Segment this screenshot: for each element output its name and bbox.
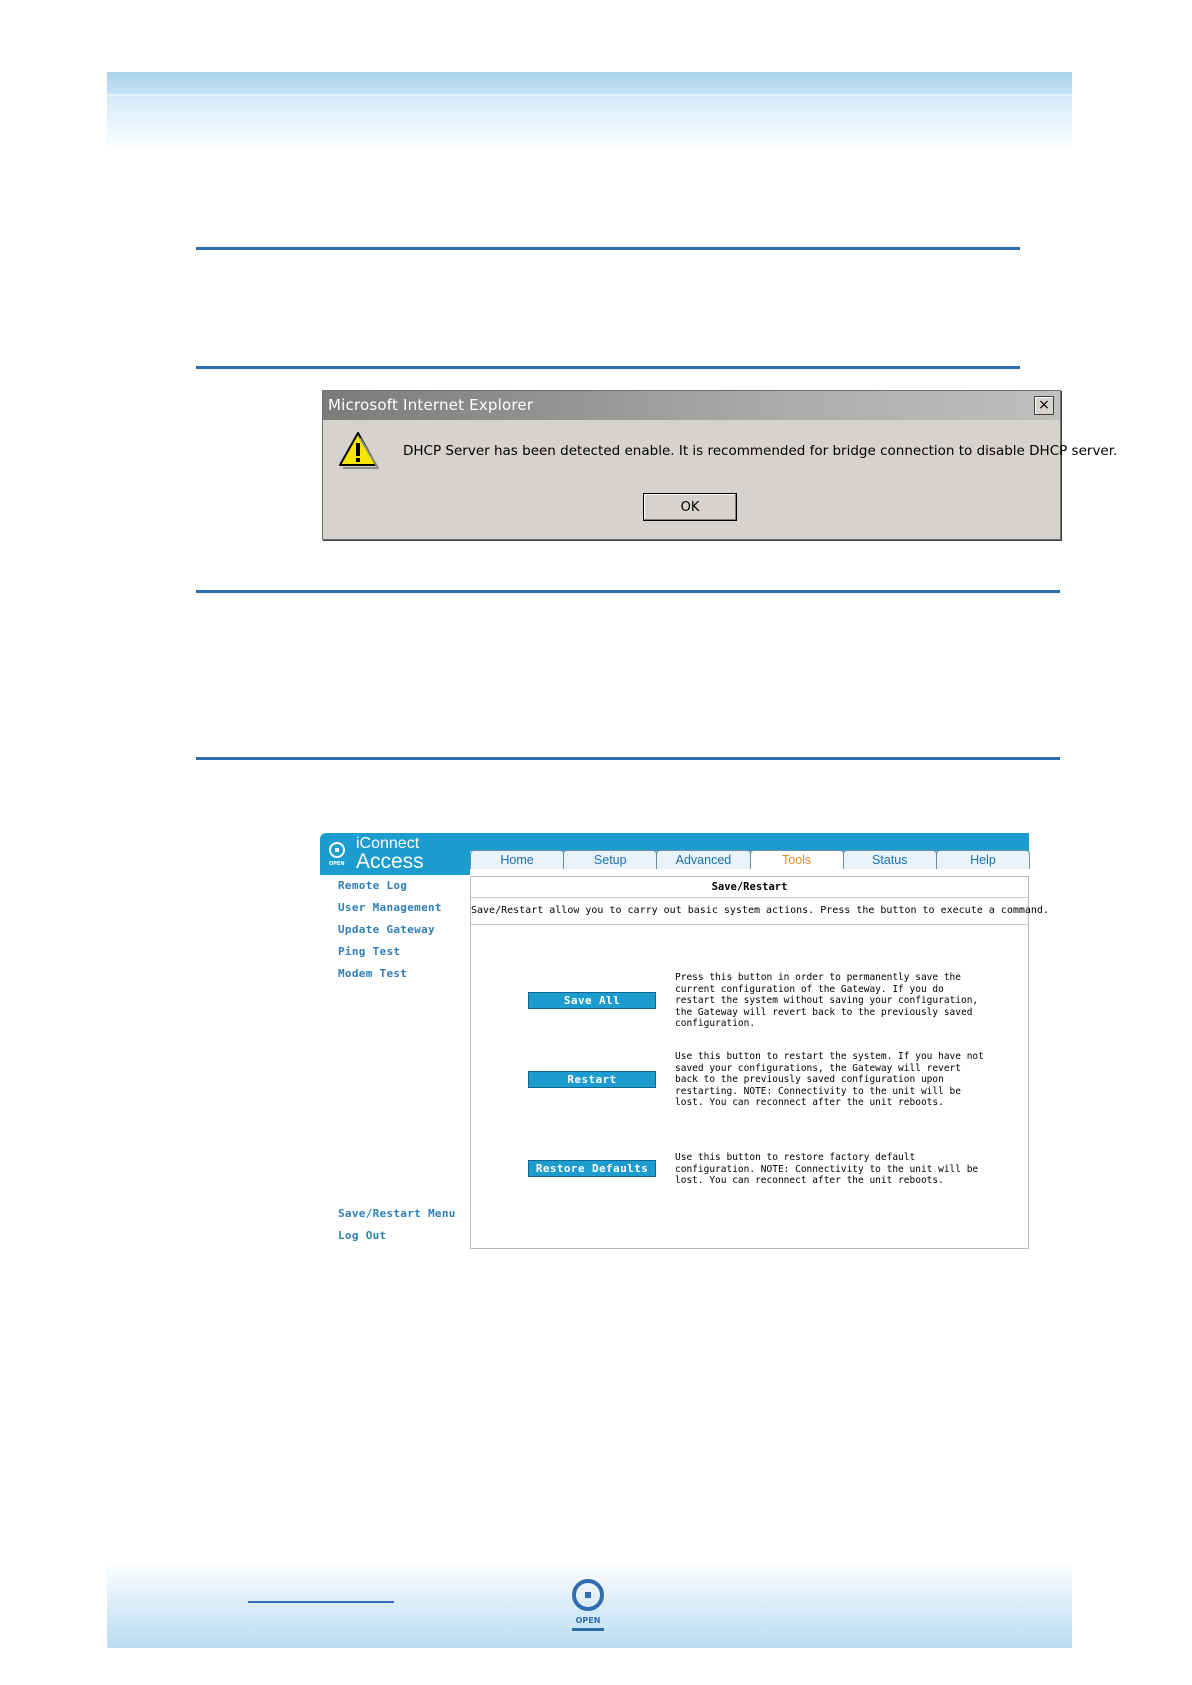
sidebar-item-modem-test[interactable]: Modem Test [338,967,408,980]
sidebar-item-save-restart-menu[interactable]: Save/Restart Menu [338,1207,456,1220]
brand-small-text: OPEN [329,861,345,867]
close-icon[interactable]: × [1034,396,1054,415]
router-web-ui [320,833,1049,1249]
open-ring-icon [329,842,345,858]
restore-defaults-button[interactable]: Restore Defaults [528,1160,656,1177]
restart-description: Use this button to restart the system. If you have not saved your configurations, the Gateway will revert back to the previously saved configuration upon restarting. NOTE: Connectivity to the unit will be lost. You can reconnect after the unit reboots. [675,1051,984,1108]
sidebar-nav [338,879,468,989]
panel-title: Save/Restart [471,877,1028,898]
save-all-button[interactable]: Save All [528,992,656,1009]
sidebar-item-log-out[interactable]: Log Out [338,1229,387,1242]
dialog-titlebar[interactable] [323,391,1060,420]
tab-status[interactable]: Status [843,850,937,869]
divider-rule [196,757,1060,760]
alert-dialog [322,390,1118,540]
sidebar-item-user-management[interactable]: User Management [338,901,442,914]
brand-logo [320,833,470,875]
restart-button[interactable]: Restart [528,1071,656,1088]
brand-name-line2: Access [356,850,424,873]
dialog-message: DHCP Server has been detected enable. It is recommended for bridge connection to disable DHCP server. [403,443,1118,459]
divider-rule [196,366,1020,369]
sidebar-item-remote-log[interactable]: Remote Log [338,879,408,892]
tab-home[interactable]: Home [470,850,564,869]
footer-logo-text: OPEN [575,1616,601,1625]
tab-tools[interactable]: Tools [750,850,844,869]
open-logo-icon [570,1578,606,1634]
footer-link-underline [248,1601,394,1603]
content-panel [470,876,1049,1249]
sidebar-item-update-gateway[interactable]: Update Gateway [338,923,435,936]
ok-button[interactable]: OK [643,493,737,521]
panel-description: Save/Restart allow you to carry out basic system actions. Press the button to execute a command. [471,898,1028,925]
dialog-title: Microsoft Internet Explorer [328,396,534,414]
tab-advanced[interactable]: Advanced [656,850,750,869]
tab-setup[interactable]: Setup [563,850,657,869]
tab-bar [470,850,1029,869]
page-header-band [107,72,1072,152]
sidebar-item-ping-test[interactable]: Ping Test [338,945,401,958]
divider-rule [196,247,1020,250]
sidebar-bottom-nav [338,1207,468,1251]
divider-rule [196,590,1060,593]
header-strip [470,833,1029,851]
tab-help[interactable]: Help [936,850,1030,869]
restore-defaults-description: Use this button to restore factory default configuration. NOTE: Connectivity to the unit will be lost. You can reconnect after the unit reboots. [675,1152,979,1186]
brand-name-line1: iConnect [356,835,420,852]
warning-icon [337,430,379,470]
save-all-description: Press this button in order to permanently save the current configuration of the Gateway. If you do restart the system without saving your configuration, the Gateway will revert back to the previously saved configuration. [675,972,979,1029]
